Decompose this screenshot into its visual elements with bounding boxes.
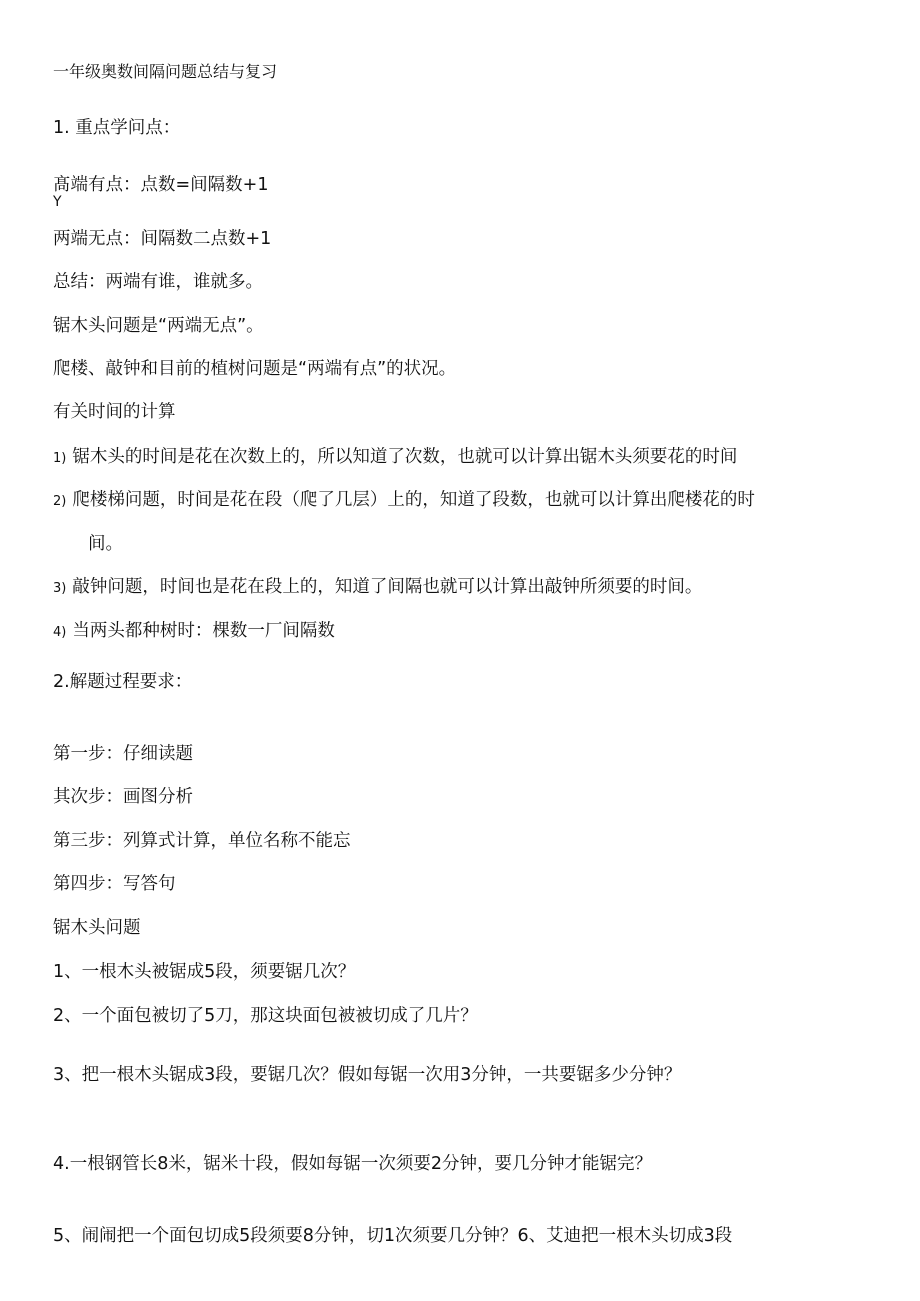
time-item-number: 4) <box>53 625 67 640</box>
step-item: 第四步：写答句 <box>53 874 176 894</box>
time-item-text: 当两头都种树时：棵数一厂间隔数 <box>72 621 335 641</box>
stray-character: Y <box>53 194 62 210</box>
step-item: 第三步：列算式计算，单位名称不能忘 <box>53 831 351 851</box>
time-item-text: 爬楼梯问题，时间是花在段（爬了几层）上的，知道了段数，也就可以计算出爬楼花的时 <box>72 490 755 510</box>
problem-item: 4.一根钢管长8米，锯米十段，假如每锯一次须要2分钟，要几分钟才能锯完？ <box>53 1154 652 1174</box>
time-item <box>53 489 755 513</box>
problem-item: 3、把一根木头锯成3段，要锯几次？假如每锯一次用3分钟，一共要锯多少分钟？ <box>53 1065 682 1085</box>
time-item <box>53 620 335 644</box>
climb-note: 爬楼、敲钟和目前的植树问题是“两端有点”的状况。 <box>53 359 457 379</box>
section-3-heading: 锯木头问题 <box>53 918 141 938</box>
time-item-text: 锯木头的时间是花在次数上的，所以知道了次数，也就可以计算出锯木头须要花的时间 <box>72 447 738 467</box>
saw-note: 锯木头问题是“两端无点”。 <box>53 316 264 336</box>
rule-both-ends-points: 髙端有点：点数=间隔数+1 <box>53 175 269 195</box>
time-item <box>53 576 702 600</box>
step-item: 第一步：仔细读题 <box>53 744 193 764</box>
time-item <box>53 446 737 470</box>
section-2-heading: 2.解题过程要求： <box>53 672 193 692</box>
rule-no-end-points: 两端无点：间隔数二点数+1 <box>53 229 272 249</box>
time-item-number: 3) <box>53 581 67 596</box>
time-item-number: 2) <box>53 494 67 509</box>
problem-item: 1、一根木头被锯成5段，须要锯几次？ <box>53 962 356 982</box>
problem-item: 2、一个面包被切了5刀，那这块面包被被切成了几片？ <box>53 1006 478 1026</box>
time-item-text: 敲钟问题，时间也是花在段上的，知道了间隔也就可以计算出敲钟所须要的时间。 <box>72 577 703 597</box>
summary-text: 总结：两端有谁，谁就多。 <box>53 272 263 292</box>
problem-item: 5、闹闹把一个面包切成5段须要8分钟，切1次须要几分钟？6、艾迪把一根木头切成3段 <box>53 1226 733 1246</box>
document-title: 一年级奥数间隔问题总结与复习 <box>53 62 278 81</box>
section-1-heading: 1. 重点学问点： <box>53 118 181 138</box>
time-item-number: 1) <box>53 451 67 466</box>
time-item-continuation: 间。 <box>88 534 123 554</box>
step-item: 其次步：画图分析 <box>53 787 193 807</box>
time-heading: 有关时间的计算 <box>53 402 176 422</box>
